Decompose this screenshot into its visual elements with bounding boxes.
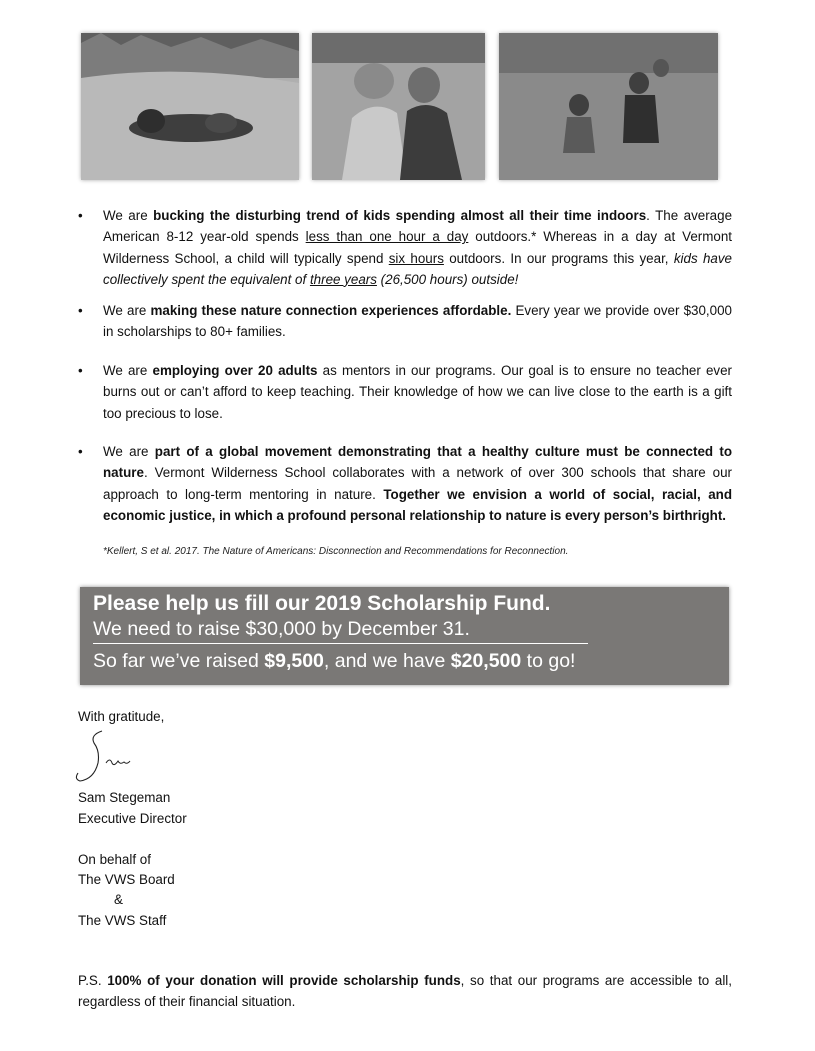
children-crouching-photo — [312, 33, 485, 180]
bullet-dot: • — [78, 444, 83, 459]
behalf-board: The VWS Board — [78, 872, 175, 887]
amount-remaining: $20,500 — [450, 650, 522, 672]
italic-text: kids have collectively spent the equivalent of — [103, 250, 732, 287]
bullet-affordable: • We are making these nature connection experiences affordable. Every year we provide over $30,000 in scholarships to 80+ families. — [78, 300, 732, 360]
bullet-indoors: • We are bucking the disturbing trend of kids spending almost all their time indoors. The average American 8-12 year-old spends less than one hour a day outdoors.* Whereas in a day at Vermont Wilderness School, a child will typically spend six hours outdoors. In our programs this year, kids have collectively spent the equivalent of three years (26,500 hours) outside! — [78, 205, 732, 300]
banner-headline: Please help us fill our 2019 Scholarship Fund. — [93, 592, 551, 615]
banner-progress: So far we’ve raised $9,500, and we have $20,500 to go! — [93, 650, 576, 672]
group-in-meadow-photo — [81, 33, 299, 180]
italic-text: (26,500 hours) outside! — [376, 271, 519, 287]
bold-text: part of a global movement demonstrating that a healthy culture must be connected to nature — [103, 444, 733, 481]
bold-text: 100% of your donation will provide scholarship funds — [107, 973, 461, 988]
bullet-dot: • — [78, 363, 83, 378]
postscript: P.S. 100% of your donation will provide scholarship funds, so that our programs are accessible to all, regardless of their financial situation. — [78, 973, 732, 1009]
handwritten-signature — [72, 729, 142, 785]
behalf-staff: The VWS Staff — [78, 913, 167, 928]
closing-salutation: With gratitude, — [78, 709, 165, 724]
bold-text: bucking the disturbing trend of kids spending almost all their time indoors — [153, 208, 647, 223]
behalf-line: On behalf of — [78, 852, 151, 867]
signer-title: Executive Director — [78, 811, 187, 826]
signer-name: Sam Stegeman — [78, 790, 171, 805]
bullet-dot: • — [78, 208, 83, 223]
impact-bullet-list — [78, 205, 732, 526]
bold-text: Together we envision a world of social, racial, and economic justice, in which a profound personal relationship to nature is every person’s birthright. — [103, 486, 732, 523]
banner-underline — [93, 643, 588, 644]
footnote: *Kellert, S et al. 2017. The Nature of Americans: Disconnection and Recommendations for Reconnection. — [103, 546, 569, 557]
banner-goal: We need to raise $30,000 by December 31. — [93, 618, 470, 640]
underlined-text: less than one hour a day — [305, 229, 469, 245]
children-running-photo — [499, 33, 718, 180]
bullet-employing: • We are employing over 20 adults as mentors in our programs. Our goal is to ensure no teacher ever burns out or can’t afford to keep teaching. Their knowledge of how we can live close to the earth is a gift too precious to lose. — [78, 360, 732, 441]
scholarship-fund-banner — [80, 587, 729, 685]
underlined-text: six hours — [388, 250, 444, 266]
italic-underlined-text: three years — [309, 271, 377, 287]
bullet-dot: • — [78, 303, 83, 318]
behalf-ampersand: & — [114, 892, 123, 907]
amount-raised: $9,500 — [264, 650, 324, 672]
bold-text: employing over 20 adults — [152, 363, 318, 378]
bold-text: making these nature connection experiences affordable. — [150, 303, 512, 318]
bullet-global-movement: • We are part of a global movement demonstrating that a healthy culture must be connected to nature. Vermont Wilderness School collaborates with a network of over 300 schools that share our approach to long-term mentoring in nature. Together we envision a world of social, racial, and economic justice, in which a profound personal relationship to nature is every person’s birthright. — [78, 441, 732, 526]
